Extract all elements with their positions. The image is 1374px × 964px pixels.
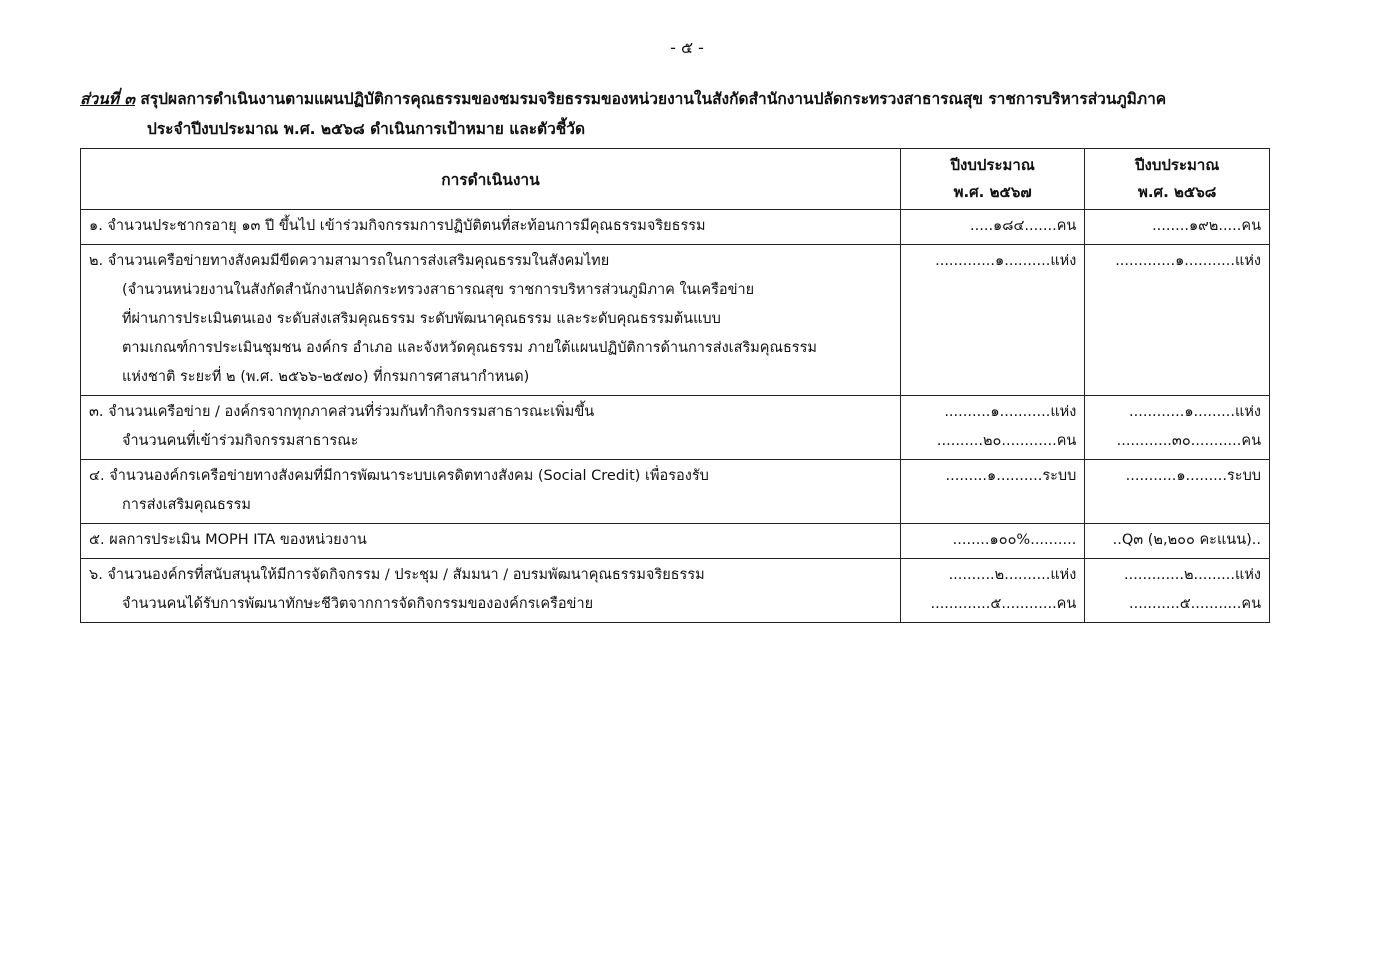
value-text: .............๒.........แห่ง (1124, 567, 1261, 583)
value-2568 (1085, 396, 1270, 460)
activity-text: ตามเกณฑ์การประเมินชุมชน องค์กร อำเภอ และจังหวัดคุณธรรม ภายใต้แผนปฏิบัติการด้านการส่งเสริมคุณธรรม (122, 340, 817, 356)
activity-text: ๖. จำนวนองค์กรที่สนับสนุนให้มีการจัดกิจกรรม / ประชุม / สัมมนา / อบรมพัฒนาคุณธรรมจริยธรรม (89, 567, 705, 583)
activity-text: ๕. ผลการประเมิน MOPH ITA ของหน่วยงาน (89, 532, 367, 548)
table-row (81, 245, 1270, 396)
activity-cell (81, 210, 901, 245)
value-2568 (1085, 460, 1270, 524)
header-year-2567-line1: ปีงบประมาณ (950, 156, 1035, 174)
header-year-2568-line2: พ.ศ. ๒๕๖๘ (1137, 183, 1217, 201)
value-2567 (900, 210, 1084, 245)
value-text: ...........๕...........คน (1129, 596, 1261, 612)
value-text: ............๓๐...........คน (1116, 433, 1261, 449)
header-year-2568-line1: ปีงบประมาณ (1135, 156, 1220, 174)
value-2568 (1085, 210, 1270, 245)
value-text: ........๑๐๐%.......... (952, 532, 1077, 548)
table-row (81, 210, 1270, 245)
activity-text: ที่ผ่านการประเมินตนเอง ระดับส่งเสริมคุณธรรม ระดับพัฒนาคุณธรรม และระดับคุณธรรมต้นแบบ (122, 311, 721, 327)
section-title-line1: สรุปผลการดำเนินงานตามแผนปฏิบัติการคุณธรรมของชมรมจริยธรรมของหน่วยงานในสังกัดสำนักงานปลัดกระทรวงสาธารณสุข ราชการบริหารส่วนภูมิภาค (134, 90, 1167, 108)
activity-text: แห่งชาติ ระยะที่ ๒ (พ.ศ. ๒๕๖๖-๒๕๗๐) ที่กรมการศาสนากำหนด) (122, 369, 530, 385)
value-text: .............๑...........แห่ง (1115, 253, 1261, 269)
section-heading (80, 84, 1280, 144)
activity-cell (81, 460, 901, 524)
header-activity: การดำเนินงาน (81, 149, 901, 210)
table-row (81, 524, 1270, 559)
value-text: .............๕............คน (930, 596, 1077, 612)
value-text: ........๑๙๒.....คน (1152, 218, 1261, 234)
value-2567 (900, 245, 1084, 396)
value-2567 (900, 460, 1084, 524)
section-title-line2: ประจำปีงบประมาณ พ.ศ. ๒๕๖๘ ดำเนินการเป้าหมาย และตัวชี้วัด (147, 120, 586, 138)
value-text: ..Q๓ (๒,๒๐๐ คะแนน).. (1112, 532, 1261, 548)
header-year-2568 (1085, 149, 1270, 210)
value-2567 (900, 524, 1084, 559)
activity-text: (จำนวนหน่วยงานในสังกัดสำนักงานปลัดกระทรวงสาธารณสุข ราชการบริหารส่วนภูมิภาค ในเครือข่าย (122, 282, 755, 298)
table-header-row (81, 149, 1270, 210)
value-2568 (1085, 559, 1270, 623)
header-year-2567-line2: พ.ศ. ๒๕๖๗ (953, 183, 1032, 201)
value-text: ..........๒๐............คน (936, 433, 1077, 449)
table-row (81, 559, 1270, 623)
section-label: ส่วนที่ ๓ (80, 90, 135, 108)
activity-text: ๒. จำนวนเครือข่ายทางสังคมมีขีดความสามารถในการส่งเสริมคุณธรรมในสังคมไทย (89, 253, 610, 269)
value-text: .............๑..........แห่ง (935, 253, 1077, 269)
activity-text: จำนวนคนได้รับการพัฒนาทักษะชีวิตจากการจัดกิจกรรมขององค์กรเครือข่าย (122, 596, 594, 612)
value-text: ..........๒..........แห่ง (948, 567, 1077, 583)
value-2567 (900, 396, 1084, 460)
activity-cell (81, 396, 901, 460)
table-row (81, 460, 1270, 524)
header-year-2567 (900, 149, 1084, 210)
activity-text: ๓. จำนวนเครือข่าย / องค์กรจากทุกภาคส่วนที่ร่วมกันทำกิจกรรมสาธารณะเพิ่มขึ้น (89, 404, 595, 420)
value-2568 (1085, 524, 1270, 559)
activity-text: การส่งเสริมคุณธรรม (122, 497, 251, 513)
table-row (81, 396, 1270, 460)
activity-cell (81, 524, 901, 559)
value-text: ..........๑...........แห่ง (944, 404, 1077, 420)
value-2567 (900, 559, 1084, 623)
activity-text: ๔. จำนวนองค์กรเครือข่ายทางสังคมที่มีการพัฒนาระบบเครดิตทางสังคม (Social Credit) เพื่อรองรับ (89, 468, 709, 484)
activity-cell (81, 559, 901, 623)
value-2568 (1085, 245, 1270, 396)
activity-text: ๑. จำนวนประชากรอายุ ๑๓ ปี ขึ้นไป เข้าร่วมกิจกรรมการปฏิบัติตนที่สะท้อนการมีคุณธรรมจริยธรรม (89, 218, 706, 234)
page-number: - ๕ - (670, 38, 704, 57)
activity-cell (81, 245, 901, 396)
value-text: ............๑.........แห่ง (1129, 404, 1261, 420)
value-text: .....๑๘๔.......คน (970, 218, 1077, 234)
activity-text: จำนวนคนที่เข้าร่วมกิจกรรมสาธารณะ (122, 433, 359, 449)
value-text: ...........๑.........ระบบ (1125, 468, 1261, 484)
value-text: .........๑..........ระบบ (945, 468, 1077, 484)
results-table (80, 148, 1270, 623)
